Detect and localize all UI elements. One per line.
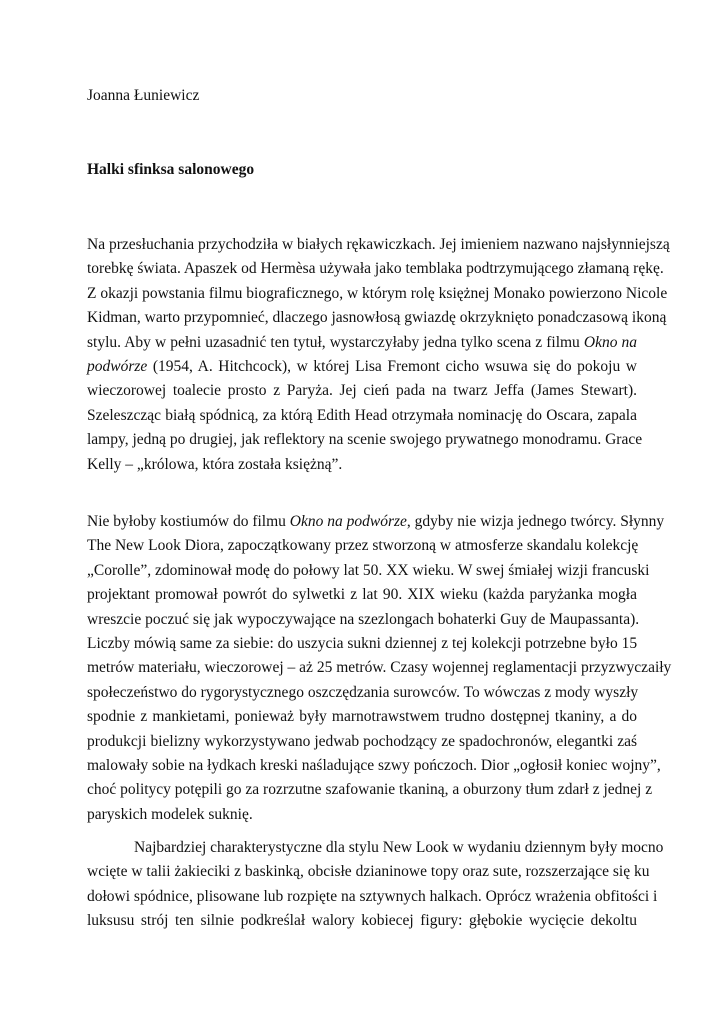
paragraph-line: Z okazji powstania filmu biograficznego, w którym rolę księżnej Monako powierzono Nicole xyxy=(87,284,668,302)
paragraph-line: Najbardziej charakterystyczne dla stylu New Look w wydaniu dziennym były mocno xyxy=(134,839,664,856)
author-name: Joanna Łuniewicz xyxy=(87,87,200,104)
paragraph-line xyxy=(87,510,665,534)
text-run: Nie byłoby kostiumów do filmu xyxy=(87,513,290,530)
paragraph-line: Kidman, warto przypomnieć, dlaczego jasnowłosą gwiazdę okrzyknięto ponadczasową ikoną xyxy=(87,309,667,327)
paragraph-line: Kelly – „królowa, która została księżną”. xyxy=(87,455,343,473)
paragraph-line: wreszcie poczuć się jak wypoczywające na szezlongach bohaterki Guy de Maupassanta). xyxy=(87,610,640,628)
paragraph-line: paryskich modelek suknię. xyxy=(87,805,253,823)
film-title-italic: Okno na podwórze xyxy=(289,513,407,530)
paragraph-line: projektant promował powrót do sylwetki z lat 90. XIX wieku (każda paryżanka mogła xyxy=(87,586,637,604)
paragraph-line: malowały sobie na łydkach kreski naśladujące szwy pończoch. Dior „ogłosił koniec wojny”, xyxy=(87,756,661,774)
film-title-italic: podwórze xyxy=(87,357,148,375)
paragraph-line: Liczby mówią same za siebie: do uszycia sukni dziennej z tej kolekcji potrzebne było 15 xyxy=(87,634,638,652)
paragraph-line: Na przesłuchania przychodziła w białych rękawiczkach. Jej imieniem nazwano najsłynniejszą xyxy=(87,236,670,253)
paragraph-line: The New Look Diora, zapoczątkowany przez stworzoną w atmosferze skandalu kolekcję xyxy=(87,537,639,555)
paragraph-3 xyxy=(87,836,664,934)
paragraph-line xyxy=(87,355,637,379)
paragraph-line: choć politycy potępili go za rozrzutne szafowanie tkaniną, a oburzony tłum zdarł z jednej z xyxy=(87,781,653,799)
paragraph-line: lampy, jedną po drugiej, jak reflektory na scenie swojego prywatnego monodramu. Grace xyxy=(87,431,643,449)
paragraph-line: wieczorowej toalecie prosto z Paryża. Jej cień pada na twarz Jeffa (James Stewart). xyxy=(87,382,637,400)
paragraph-line: luksusu strój ten silnie podkreślał walory kobiecej figury: głębokie wycięcie dekoltu xyxy=(87,912,637,930)
text-run: , gdyby nie wizja jednego twórcy. Słynny xyxy=(406,513,665,530)
paragraph-line xyxy=(87,331,637,355)
paragraph-line: metrów materiału, wieczorowej – aż 25 metrów. Czasy wojennej reglamentacji przyzwyczaiły xyxy=(87,659,672,677)
article-title: Halki sfinksa salonowego xyxy=(87,161,255,178)
paragraph-line: wcięte w talii żakieciki z baskinką, obcisłe dzianinowe topy oraz sute, rozszerzające się ku xyxy=(87,863,650,881)
paragraph-line: torebkę świata. Apaszek od Hermèsa używała jako temblaka podtrzymującego złamaną rękę. xyxy=(87,260,664,278)
paragraph-line: dołowi spódnice, plisowane lub rozpięte na sztywnych halkach. Oprócz wrażenia obfitości i xyxy=(87,887,658,905)
paragraph-line: spodnie z mankietami, ponieważ były marnotrawstwem trudno dostępnej tkaniny, a do xyxy=(87,708,637,726)
paragraph-line: „Corolle”, zdominował modę do połowy lat 50. XX wieku. W swej śmiałej wizji francuski xyxy=(87,561,650,579)
text-run: (1954, A. Hitchcock), w której Lisa Fremont cicho wsuwa się do pokoju w xyxy=(147,357,637,375)
text-run: stylu. Aby w pełni uzasadnić ten tytuł, wystarczyłaby jedna tylko scena z filmu xyxy=(87,333,584,351)
paragraph-line: produkcji bielizny wykorzystywano jedwab pochodzący ze spadochronów, elegantki zaś xyxy=(87,732,637,750)
paragraph-1 xyxy=(87,233,670,477)
paragraph-2 xyxy=(87,510,672,827)
paragraph-line: Szeleszcząc białą spódnicą, za którą Edith Head otrzymała nominację do Oscara, zapala xyxy=(87,406,637,424)
paragraph-line: społeczeństwo do rygorystycznego oszczędzania surowców. To wówczas z mody wyszły xyxy=(87,683,639,701)
film-title-italic: Okno na xyxy=(583,333,637,351)
